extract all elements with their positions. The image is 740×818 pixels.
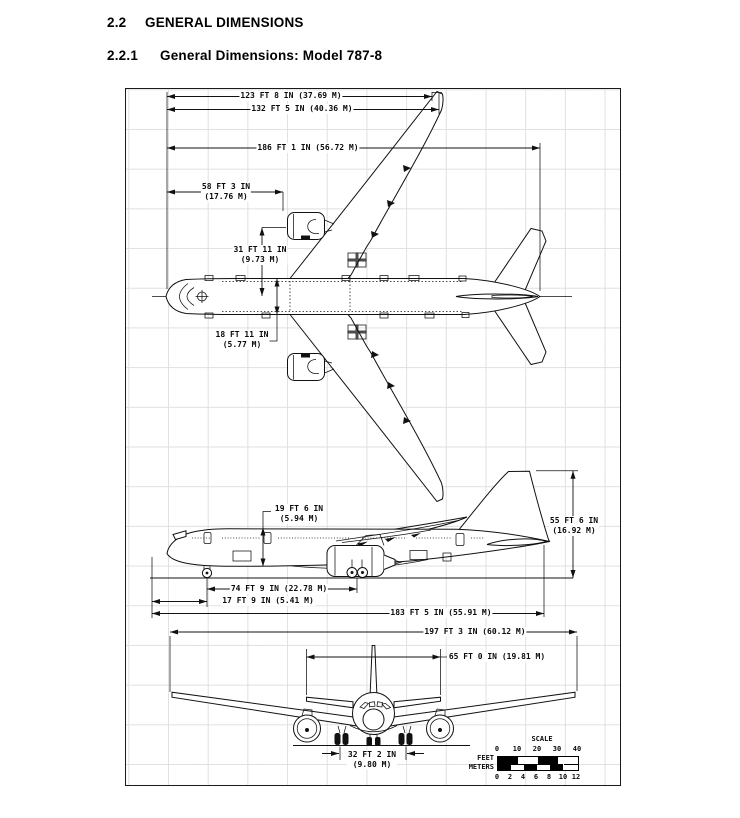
scale-meters-tick: 4 <box>520 773 526 781</box>
scale-feet-label: FEET <box>477 754 494 762</box>
scale-title: SCALE <box>531 735 553 743</box>
scale-feet-tick: 40 <box>572 745 582 753</box>
scale-meters-tick: 0 <box>494 773 500 781</box>
dim-label-centerline-to-engine: 31 FT 11 IN (9.73 M) <box>233 245 287 264</box>
section-number: 2.2 <box>107 15 127 30</box>
scale-meters-tick: 8 <box>546 773 552 781</box>
scale-feet-tick: 20 <box>532 745 542 753</box>
subsection-title: General Dimensions: Model 787-8 <box>160 48 383 63</box>
top-view <box>152 92 572 502</box>
scale-meters-tick: 6 <box>533 773 539 781</box>
dim-label-overall-length: 186 FT 1 IN (56.72 M) <box>257 143 359 152</box>
scale-feet-tick: 0 <box>494 745 500 753</box>
scale-feet-tick: 30 <box>552 745 562 753</box>
dim-label-fuselage-width: 18 FT 11 IN (5.77 M) <box>215 330 269 349</box>
dim-label-nose-to-engine: 58 FT 3 IN (17.76 M) <box>201 182 251 201</box>
scale-meters-tick: 2 <box>507 773 513 781</box>
scale-feet-tick: 10 <box>512 745 522 753</box>
subsection-number: 2.2.1 <box>107 48 139 63</box>
dim-label-nose-to-wingtip-le: 123 FT 8 IN (37.69 M) <box>240 91 342 100</box>
dim-label-wheelbase: 74 FT 9 IN (22.78 M) <box>230 584 328 593</box>
scale-bar <box>497 756 579 771</box>
dim-label-gear-track: 32 FT 2 IN (9.80 M) <box>347 750 397 769</box>
dimension-diagram <box>125 88 621 786</box>
dim-label-stabilizer-span: 65 FT 0 IN (19.81 M) <box>448 652 546 661</box>
scale-meters-label: METERS <box>468 763 494 771</box>
dim-label-fuselage-height: 19 FT 6 IN (5.94 M) <box>274 504 324 523</box>
scale-meters-tick: 12 <box>571 773 581 781</box>
dim-label-nose-to-nose-gear: 17 FT 9 IN (5.41 M) <box>222 596 314 605</box>
dim-label-nose-to-wingtip-te: 132 FT 5 IN (40.36 M) <box>251 104 353 113</box>
section-title: GENERAL DIMENSIONS <box>145 15 304 30</box>
dim-label-wingspan: 197 FT 3 IN (60.12 M) <box>424 627 526 636</box>
side-view <box>150 471 578 618</box>
dim-label-length-to-tail: 183 FT 5 IN (55.91 M) <box>390 608 492 617</box>
dim-label-tail-height: 55 FT 6 IN (16.92 M) <box>549 516 599 535</box>
scale-meters-tick: 10 <box>558 773 568 781</box>
